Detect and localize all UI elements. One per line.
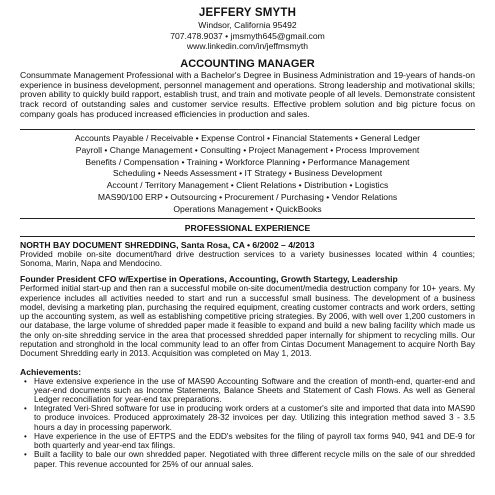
- bullet-icon: •: [24, 376, 27, 386]
- bullet-icon: •: [24, 431, 27, 441]
- role-description: Performed initial start-up and then ran a successful mobile on-site document/media destruction company for 10+ years. My experience includes all activities needed to start and run a successful small business. The development of a business model, devising a marketing plan, purchasing the required equipment, creating customer contracts and work orders, setting up the accounting system, as well as establishing competitive pricing strategies. By 2006, with well over 1,200 customers in our database, the large volume of shredded paper made it feasible to expand and build a new baling facility which made us the only on-site shredding service in the area that processed shredded paper internally for shipment to recycling mills. Our reputation and stronghold in the local community lead to an offer from Cintas Document Management to acquire North Bay Document Shredding early in 2013. Acquisition was completed on May 1, 2013.: [20, 283, 475, 359]
- employer-description: Provided mobile on-site document/hard drive destruction services to a variety businesses located within 4 counties; Sonoma, Marin, Napa and Mendocino.: [20, 249, 475, 269]
- core-skills-box: [20, 129, 475, 219]
- job-headline: ACCOUNTING MANAGER: [180, 57, 315, 70]
- contact-phone-email: 707.478.9037 • jmsmyth645@gmail.com: [170, 30, 325, 41]
- achievements-heading: Achievements:: [20, 366, 82, 377]
- achievement-text: Built a facility to bale our own shredded paper. Negotiated with three different recycle mills on the sale of our shredded paper. This revenue accounted for 25% of our annual sales.: [34, 449, 475, 469]
- achievement-text: Integrated Veri-Shred software for use in producing work orders at a customer's site and imported that data into MAS90 to produce invoices. Produced approximately 28-32 invoices per day. Utilizing this integration method saved 3 - 3.5 hours a day in processing paperwork.: [34, 403, 475, 432]
- bullet-icon: •: [24, 450, 27, 460]
- skills-line: MAS90/100 ERP • Outsourcing • Procurement / Purchasing • Vendor Relations: [97, 192, 398, 203]
- experience-heading: PROFESSIONAL EXPERIENCE: [20, 223, 475, 237]
- list-item: [24, 449, 475, 469]
- skills-line: Operations Management • QuickBooks: [173, 204, 322, 215]
- employer-title: NORTH BAY DOCUMENT SHREDDING, Santa Rosa, CA • 6/2002 – 4/2013: [20, 240, 315, 251]
- bullet-icon: •: [24, 404, 27, 414]
- contact-address: Windsor, California 95492: [198, 20, 297, 30]
- achievement-text: Have extensive experience in the use of MAS90 Accounting Software and the creation of month-end, quarter-end and year-end documents such as Income Statements, Balance Sheets and Statement of Cash Flows. As well as General Ledger reconciliation for year-end tax preparations.: [34, 375, 475, 405]
- role-title: Founder President CFO w/Expertise in Operations, Accounting, Growth Startegy, Leadership: [20, 273, 398, 284]
- skills-line: Scheduling • Needs Assessment • IT Strategy • Business Development: [112, 168, 383, 179]
- skills-line: Accounts Payable / Receivable • Expense Control • Financial Statements • General Ledger: [74, 132, 421, 143]
- list-item: [24, 375, 475, 405]
- skills-line: Benefits / Compensation • Training • Workforce Planning • Performance Management: [85, 156, 410, 167]
- achievement-text: Have experience in the use of EFTPS and the EDD's websites for the filing of payroll tax forms 940, 941 and DE-9 for both quarterly and year-end tax filings.: [34, 430, 475, 451]
- achievements-list: [20, 377, 475, 469]
- professional-summary: Consummate Management Professional with a Bachelor's Degree in Business Administration and 19-years of hands-on experience in business development, personnel management and operations. Strong leadership and motivational skills; proven ability to quickly build rapport, establish trust, and train and motivate people of all levels. Demonstrate consistent track record of outstanding sales and customer service results. Effective problem solution and big picture focus on company goals has produced increased efficiencies in production and sales.: [20, 69, 475, 119]
- list-item: [24, 403, 475, 432]
- skills-line: Account / Territory Management • Client Relations • Distribution • Logistics: [106, 180, 389, 191]
- skills-line: Payroll • Change Management • Consulting • Project Management • Process Improvement: [75, 144, 420, 155]
- list-item: [24, 430, 475, 451]
- contact-linkedin: www.linkedin.com/in/jeffmsmyth: [186, 41, 309, 52]
- candidate-name: JEFFERY SMYTH: [198, 7, 297, 19]
